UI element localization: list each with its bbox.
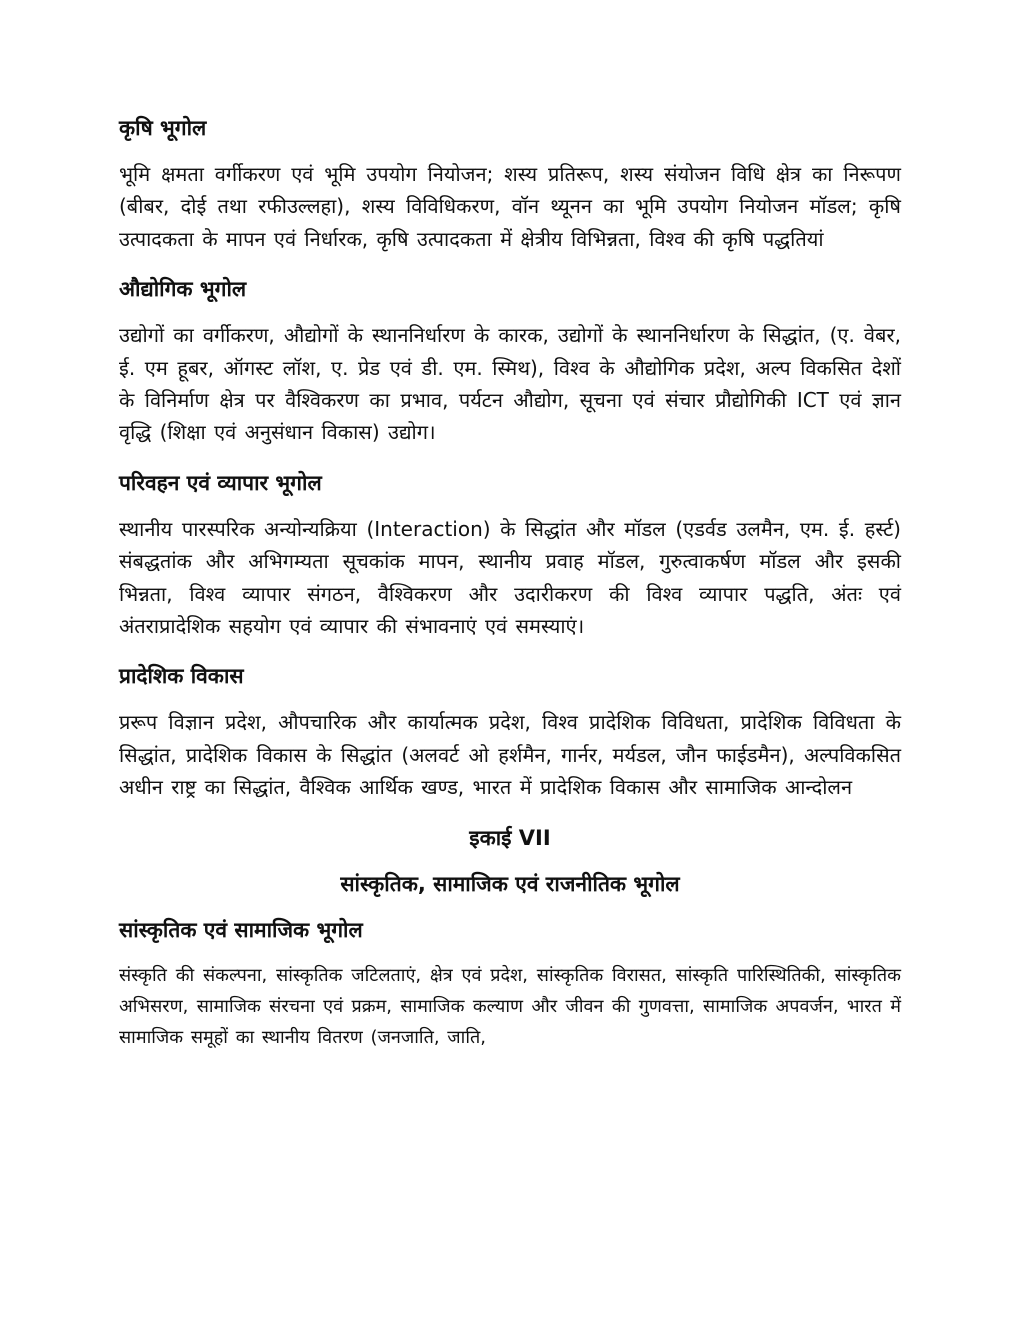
unit-title: सांस्कृतिक, सामाजिक एवं राजनीतिक भूगोल [340,871,680,896]
section-body-agricultural-geography: भूमि क्षमता वर्गीकरण एवं भूमि उपयोग नियोजन; शस्य प्रतिरूप, शस्य संयोजन विधि क्षेत्र का निरूपण (बीबर, दोई तथा रफीउल्लहा), शस्य विविधिकरण, वॉन थ्यूनन का भूमि उपयोग नियोजन मॉडल; कृषि उत्पादकता के मापन एवं निर्धारक, कृषि उत्पादकता में क्षेत्रीय विभिन्नता, विश्व की कृषि पद्धतियां [119,162,901,251]
section-body-cultural-social-geography: संस्कृति की संकल्पना, सांस्कृतिक जटिलताएं, क्षेत्र एवं प्रदेश, सांस्कृतिक विरासत, सांस्कृति पारिस्थितिकी, सांस्कृतिक अभिसरण, सामाजिक संरचना एवं प्रक्रम, सामाजिक कल्याण और जीवन की गुणवत्ता, सामाजिक अपवर्जन, भारत में सामाजिक समूहों का स्थानीय वितरण (जनजाति, जाति, [119,964,901,1048]
unit-label: इकाई VII [469,825,551,850]
section-heading-cultural-social-geography: सांस्कृतिक एवं सामाजिक भूगोल [119,917,363,942]
section-body-regional-development: प्ररूप विज्ञान प्रदेश, औपचारिक और कार्यात्मक प्रदेश, विश्व प्रादेशिक विविधता, प्रादेशिक विविधता के सिद्धांत, प्रादेशिक विकास के सिद्धांत (अलवर्ट ओ हर्शमैन, गार्नर, मर्यडल, जौन फाईडमैन), अल्पविकसित अधीन राष्ट्र का सिद्धांत, वैश्विक आर्थिक खण्ड, भारत में प्रादेशिक विकास और सामाजिक आन्दोलन [119,710,901,800]
section-body-transport-trade-geography: स्थानीय पारस्परिक अन्योन्यक्रिया (Interaction) के सिद्धांत और मॉडल (एडर्वड उलमैन, एम. ई. हर्स्ट) संबद्धतांक और अभिगम्यता सूचकांक मापन, स्थानीय प्रवाह मॉडल, गुरुत्वाकर्षण मॉडल और इसकी भिन्नता, विश्व व्यापार संगठन, वैश्विकरण और उदारीकरण की विश्व व्यापार पद्धति, अंतः एवं अंतराप्रादेशिक सहयोग एवं व्यापार की संभावनाएं एवं समस्याएं। [119,516,901,639]
section-body-industrial-geography: उद्योगों का वर्गीकरण, औद्योगों के स्थाननिर्धारण के कारक, उद्योगों के स्थाननिर्धारण के सिद्धांत, (ए. वेबर, ई. एम हूबर, ऑगस्ट लॉश, ए. प्रेड एवं डी. एम. स्मिथ), विश्व के औद्योगिक प्रदेश, अल्प विकसित देशों के विनिर्माण क्षेत्र पर वैश्विकरण का प्रभाव, पर्यटन औद्योग, सूचना एवं संचार प्रौद्योगिकी ICT एवं ज्ञान वृद्धि (शिक्षा एवं अनुसंधान विकास) उद्योग। [119,323,901,445]
document-page [119,112,901,1071]
section-heading-industrial-geography: औद्योगिक भूगोल [119,277,247,302]
section-heading-regional-development: प्रादेशिक विकास [119,664,244,689]
section-heading-transport-trade-geography: परिवहन एवं व्यापार भूगोल [119,470,322,495]
section-heading-agricultural-geography: कृषि भूगोल [119,116,207,140]
